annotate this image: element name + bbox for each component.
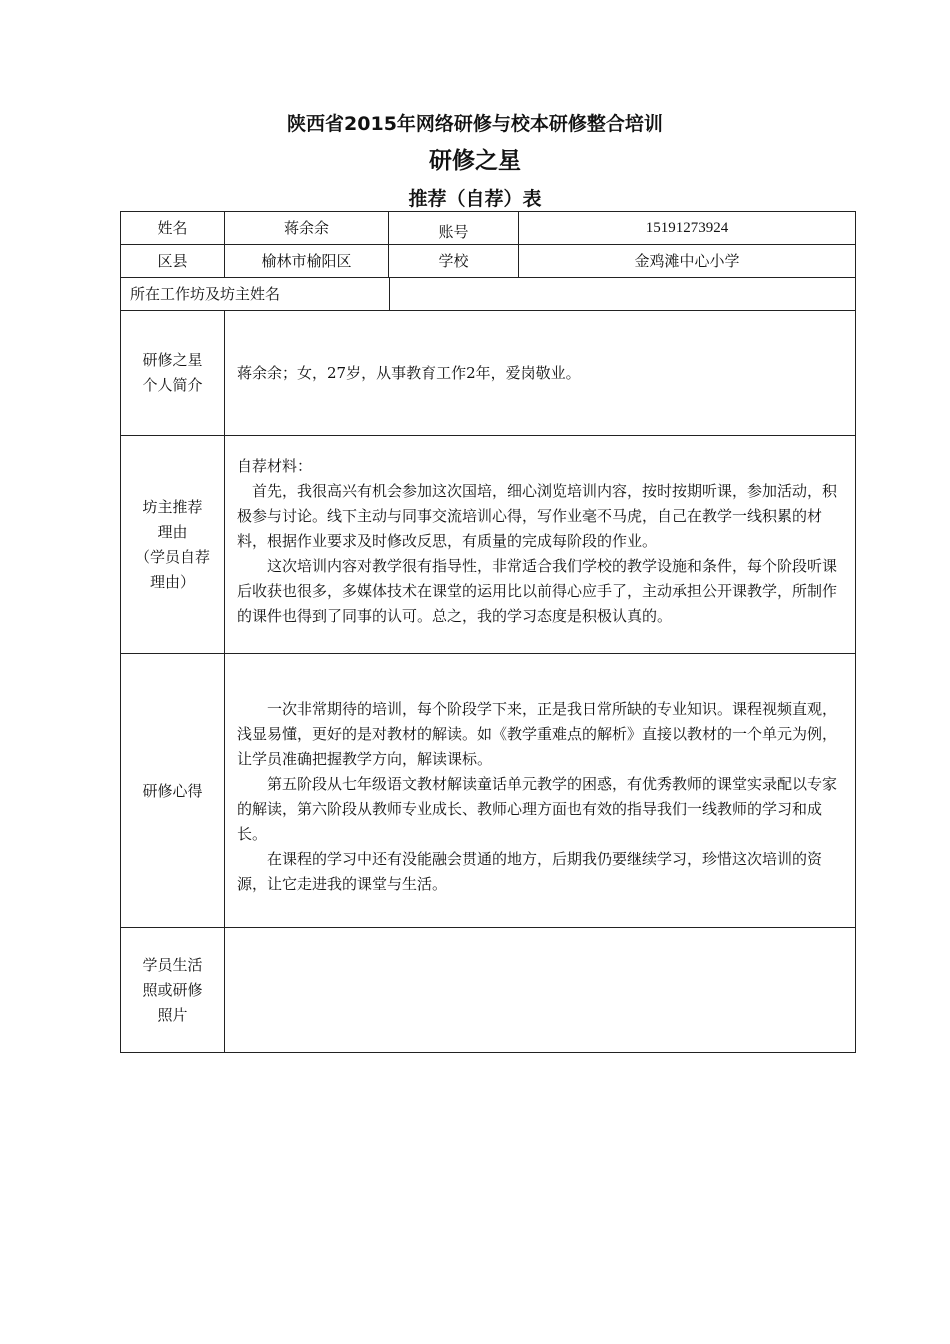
recommendation-paragraph-2: 这次培训内容对教学很有指导性，非常适合我们学校的教学设施和条件，每个阶段听课后收获也很多，多媒体技术在课堂的运用比以前得心应手了，主动承担公开课教学，所制作的课件也得到了同事的认可。总之，我的学习态度是积极认真的。: [237, 557, 838, 625]
school-label-cell: 学校: [388, 244, 519, 278]
recommendation-label-line-1: 坊主推荐: [142, 497, 203, 516]
experience-paragraph-3: 在课程的学习中还有没能融会贯通的地方，后期我仍要继续学习，珍惜这次培训的资源，让它走进我的课堂与生活。: [237, 850, 823, 893]
account-value-cell: 15191273924: [518, 211, 856, 245]
photo-label-line-3: 照片: [157, 1005, 188, 1024]
document-title-line-2: 研修之星: [429, 148, 521, 174]
account-label-cell: 账号: [388, 211, 519, 245]
county-label-cell: 区县: [120, 244, 225, 278]
recommendation-heading: 自荐材料：: [237, 457, 313, 475]
profile-label-cell: [120, 310, 225, 436]
recommendation-label-line-2: 理由: [157, 522, 188, 541]
name-label-cell: 姓名: [120, 211, 225, 245]
document-title-line-3: 推荐（自荐）表: [408, 188, 542, 210]
experience-paragraph-2: 第五阶段从七年级语文教材解读童话单元教学的困惑，有优秀教师的课堂实录配以专家的解读，第六阶段从教师专业成长、教师心理方面也有效的指导我们一线教师的学习和成长。: [237, 775, 838, 843]
experience-content-cell: [224, 653, 856, 928]
name-value-cell: 蒋余余: [224, 211, 389, 245]
profile-label-line-2: 个人简介: [142, 376, 203, 394]
county-value-cell: 榆林市榆阳区: [224, 244, 389, 278]
document-title-line-1: 陕西省2015年网络研修与校本研修整合培训: [287, 113, 663, 135]
recommendation-paragraph-1: 首先，我很高兴有机会参加这次国培，细心浏览培训内容，按时按期听课，参加活动，积极参与讨论。线下主动与同事交流培训心得，写作业毫不马虎，自己在教学一线积累的材料，根据作业要求及时修改反思，有质量的完成每阶段的作业。: [237, 482, 838, 550]
workshop-label-cell: 所在工作坊及坊主姓名: [120, 277, 390, 311]
experience-label-cell: 研修心得: [120, 653, 225, 928]
school-value-cell: 金鸡滩中心小学: [518, 244, 856, 278]
recommendation-label-line-4: 理由）: [149, 572, 195, 591]
recommendation-label-line-3: （学员自荐: [134, 547, 210, 566]
workshop-value-cell: [389, 277, 856, 311]
experience-paragraph-1: 一次非常期待的培训，每个阶段学下来，正是我日常所缺的专业知识。课程视频直观，浅显易懂，更好的是对教材的解读。如《教学重难点的解析》直接以教材的一个单元为例，让学员准确把握教学方向，解读课标。: [237, 700, 838, 768]
photo-content-cell: [224, 927, 856, 1053]
photo-label-line-2: 照或研修: [142, 980, 203, 999]
photo-label-cell: [120, 927, 225, 1053]
profile-label-line-1: 研修之星: [142, 351, 203, 369]
recommendation-label-cell: [120, 435, 225, 654]
profile-text-cell: 蒋余余；女，27岁，从事教育工作2年，爱岗敬业。: [224, 310, 856, 436]
recommendation-content-cell: [224, 435, 856, 654]
recommendation-form-table: [120, 211, 856, 1053]
photo-label-line-1: 学员生活: [142, 955, 203, 974]
